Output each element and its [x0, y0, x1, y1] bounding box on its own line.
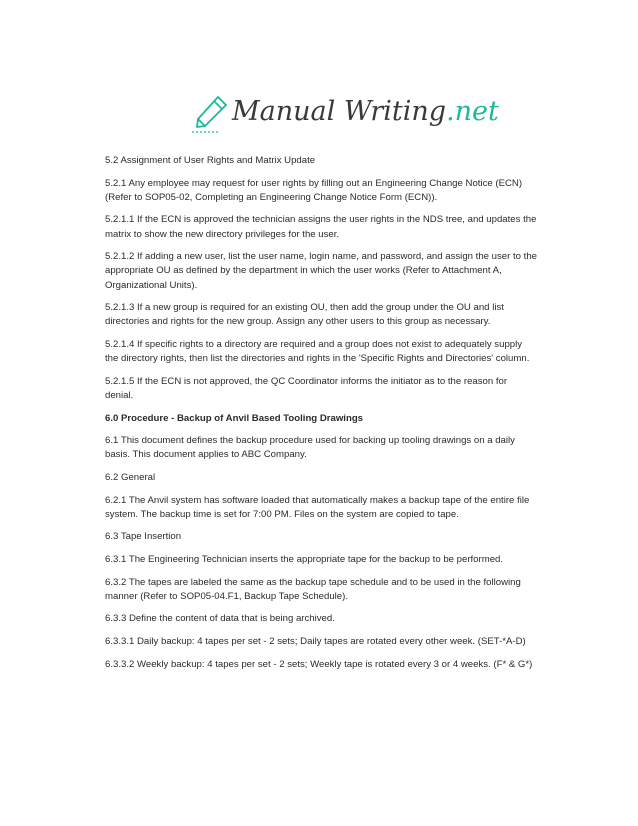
- section-heading-5-2: 5.2 Assignment of User Rights and Matrix Update: [105, 155, 316, 166]
- paragraph-5-2-1-3: 5.2.1.3 If a new group is required for an existing OU, then add the group under the OU and list directories and rights for the new group. Assign any other users to this group as necessary.: [105, 302, 504, 328]
- section-heading-6-2: 6.2 General: [105, 471, 156, 483]
- section-heading-6-0: 6.0 Procedure - Backup of Anvil Based Tooling Drawings: [105, 412, 364, 424]
- paragraph-5-2-1: 5.2.1 Any employee may request for user rights by filling out an Engineering Change Notice (ECN) (Refer to SOP05-02, Completing an Engineering Change Notice Form (ECN)).: [105, 177, 523, 203]
- paragraph-6-3-1: 6.3.1 The Engineering Technician inserts the appropriate tape for the backup to be performed.: [105, 553, 504, 565]
- pencil-icon: [190, 94, 230, 134]
- paragraph-5-2-1-2: 5.2.1.2 If adding a new user, list the user name, login name, and password, and assign the user to the appropriate OU as defined by the department in which the user works (Refer to Attachment A, Organizational Units).: [105, 251, 537, 291]
- logo-brand: Manual Writing: [232, 96, 447, 127]
- section-heading-6-3: 6.3 Tape Insertion: [105, 531, 182, 543]
- paragraph-5-2-1-1: 5.2.1.1 If the ECN is approved the technician assigns the user rights in the NDS tree, and updates the matrix to show the new directory privileges for the user.: [105, 214, 537, 240]
- paragraph-6-3-2: 6.3.2 The tapes are labeled the same as the backup tape schedule and to be used in the following manner (Refer to SOP05-04.F1, Backup Tape Schedule).: [105, 576, 521, 602]
- paragraph-6-3-3-1: 6.3.3.1 Daily backup: 4 tapes per set - 2 sets; Daily tapes are rotated every other week. (SET-*A-D): [105, 635, 526, 647]
- paragraph-6-1: 6.1 This document defines the backup procedure used for backing up tooling drawings on a daily basis. This document applies to ABC Company.: [105, 435, 515, 461]
- paragraph-5-2-1-4: 5.2.1.4 If specific rights to a directory are required and a group does not exist to adequately supply the directory rights, then list the directories and rights in the 'Specific Rights and Directories' column.: [105, 338, 530, 365]
- paragraph-6-3-3: 6.3.3 Define the content of data that is being archived.: [105, 613, 335, 625]
- paragraph-5-2-1-5: 5.2.1.5 If the ECN is not approved, the QC Coordinator informs the initiator as to the reason for denial.: [105, 375, 508, 401]
- logo-tld: .net: [446, 96, 499, 127]
- paragraph-6-2-1: 6.2.1 The Anvil system has software loaded that automatically makes a backup tape of the entire file system. The backup time is set for 7:00 PM. Files on the system are copied to tape.: [105, 494, 530, 520]
- paragraph-6-3-3-2: 6.3.3.2 Weekly backup: 4 tapes per set - 2 sets; Weekly tape is rotated every 3 or 4 weeks. (F* & G*): [105, 658, 533, 670]
- logo-text: [232, 90, 499, 134]
- site-logo: [190, 90, 499, 140]
- document-body: [105, 154, 537, 680]
